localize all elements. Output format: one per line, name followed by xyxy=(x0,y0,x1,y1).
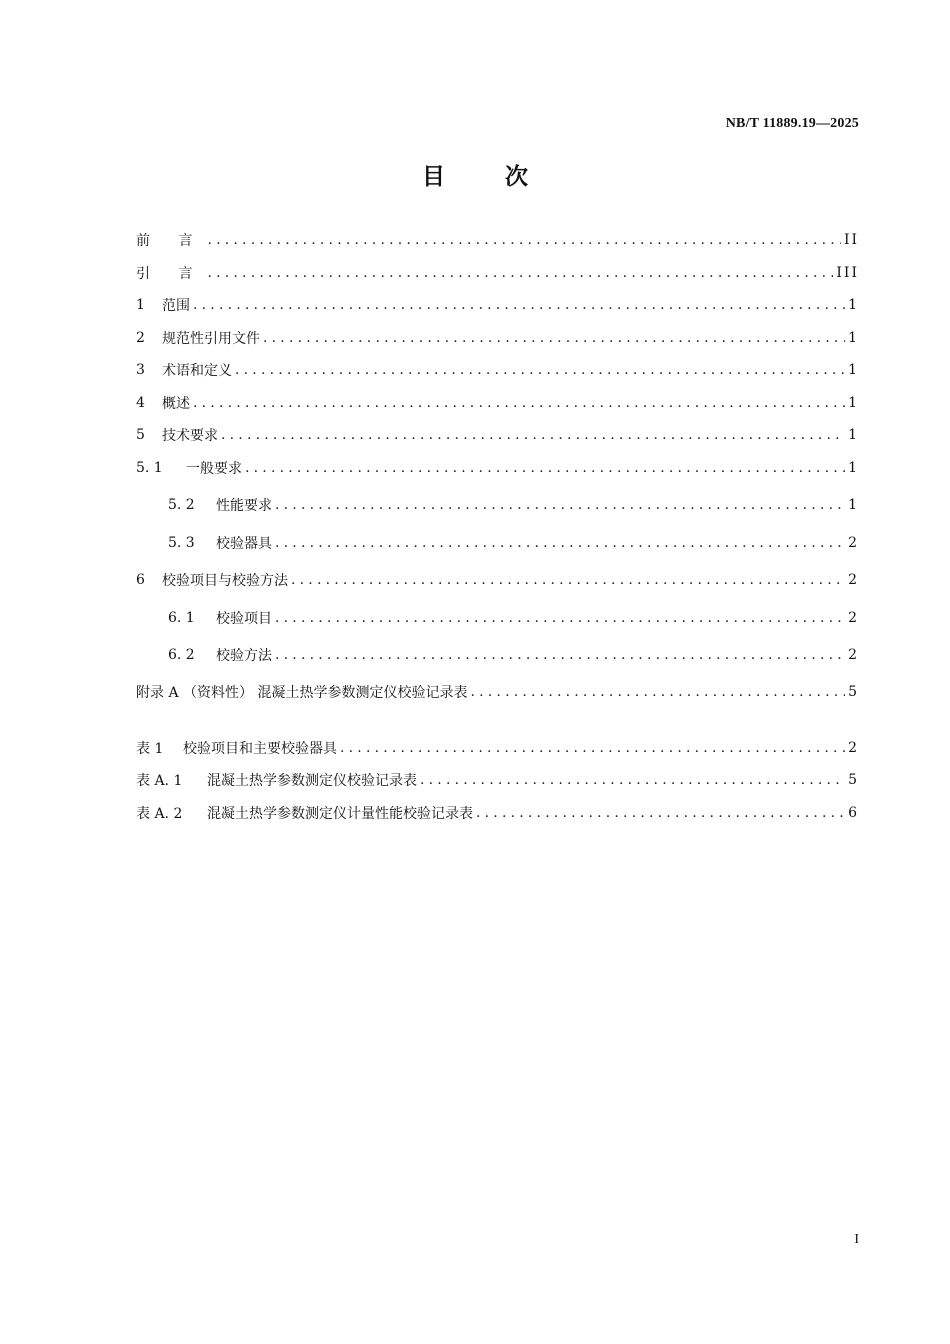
toc-entry-number: 4 xyxy=(136,395,145,411)
toc-entry-number: 5. 2 xyxy=(168,497,195,513)
toc-entry-number: 1 xyxy=(136,297,145,313)
dot-leader xyxy=(420,772,845,788)
toc-entry-label: 术语和定义 xyxy=(162,363,232,379)
toc-entry-label: 校验方法 xyxy=(216,648,272,664)
toc-table-entry-a2[interactable] xyxy=(136,802,859,824)
toc-entry-calibration-methods[interactable] xyxy=(168,644,859,666)
dot-leader xyxy=(476,805,845,821)
dot-leader xyxy=(275,647,845,663)
toc-entry-performance-requirements[interactable] xyxy=(168,494,859,516)
dot-leader xyxy=(193,297,845,313)
toc-table-number: 表 A. 1 xyxy=(136,773,183,789)
toc-entry-label: 校验器具 xyxy=(216,536,272,552)
toc-entry-number: 2 xyxy=(136,330,145,346)
toc-entry-label: 校验项目 xyxy=(216,611,272,627)
toc-entry-calibration-items-methods[interactable] xyxy=(136,569,859,591)
toc-entry-page: 1 xyxy=(848,497,859,513)
toc-entry-number: 6. 2 xyxy=(168,647,195,663)
dot-leader xyxy=(340,740,845,756)
toc-entry-page: 2 xyxy=(848,572,859,588)
toc-entry-appendix-a[interactable] xyxy=(136,681,859,703)
toc-entry-label: 规范性引用文件 xyxy=(162,331,260,347)
toc-entry-page: 2 xyxy=(848,610,859,626)
dot-leader xyxy=(263,330,845,346)
toc-entry-page: 1 xyxy=(848,297,859,313)
dot-leader xyxy=(207,265,833,281)
toc-entry-number: 5. 3 xyxy=(168,535,195,551)
toc-entry-label: 概述 xyxy=(162,396,190,412)
dot-leader xyxy=(470,684,845,700)
dot-leader xyxy=(221,427,845,443)
standard-code: NB/T 11889.19—2025 xyxy=(725,116,859,131)
toc-table-page: 2 xyxy=(848,740,859,756)
toc-entry-introduction[interactable] xyxy=(136,262,859,284)
dot-leader xyxy=(275,610,845,626)
toc-entry-overview[interactable] xyxy=(136,392,859,414)
toc-title: 目 次 xyxy=(421,164,554,190)
page-number: I xyxy=(854,1232,859,1247)
dot-leader xyxy=(275,535,845,551)
toc-entry-label: 附录 A （资料性） 混凝土热学参数测定仪校验记录表 xyxy=(136,685,468,701)
toc-table-label: 混凝土热学参数测定仪校验记录表 xyxy=(207,773,417,789)
toc-entry-page: 1 xyxy=(848,330,859,346)
toc-entry-page: 1 xyxy=(848,427,859,443)
dot-leader xyxy=(193,395,845,411)
toc-entry-label: 校验项目与校验方法 xyxy=(162,573,288,589)
toc-table-page: 5 xyxy=(848,772,859,788)
toc-entry-number: 6. 1 xyxy=(168,610,195,626)
toc-table-label: 混凝土热学参数测定仪计量性能校验记录表 xyxy=(207,806,473,822)
toc-entry-foreword[interactable] xyxy=(136,229,859,251)
toc-table-number: 表 A. 2 xyxy=(136,806,183,822)
dot-leader xyxy=(207,232,840,248)
toc-entry-page: 1 xyxy=(848,460,859,476)
toc-entry-number: 6 xyxy=(136,572,145,588)
toc-entry-label: 引 言 xyxy=(136,266,205,282)
toc-entry-calibration-instruments[interactable] xyxy=(168,532,859,554)
dot-leader xyxy=(245,460,845,476)
toc-entry-page: III xyxy=(836,265,859,281)
toc-entry-label: 前 言 xyxy=(136,233,205,249)
toc-entry-page: II xyxy=(843,232,859,248)
toc-entry-normative-references[interactable] xyxy=(136,327,859,349)
toc-table-page: 6 xyxy=(848,805,859,821)
dot-leader xyxy=(291,572,845,588)
toc-table-entry-a1[interactable] xyxy=(136,769,859,791)
toc-table-label: 校验项目和主要校验器具 xyxy=(183,741,337,757)
toc-entry-technical-requirements[interactable] xyxy=(136,424,859,446)
toc-entry-page: 1 xyxy=(848,395,859,411)
dot-leader xyxy=(275,497,845,513)
toc-entry-label: 范围 xyxy=(162,298,190,314)
toc-entry-number: 5 xyxy=(136,427,145,443)
toc-entry-label: 性能要求 xyxy=(216,498,272,514)
toc-entry-number: 3 xyxy=(136,362,145,378)
toc-entry-terms[interactable] xyxy=(136,359,859,381)
toc-entry-label: 技术要求 xyxy=(162,428,218,444)
toc-entry-label: 一般要求 xyxy=(186,461,242,477)
toc-entry-calibration-items[interactable] xyxy=(168,607,859,629)
toc-table-entry-1[interactable] xyxy=(136,737,859,759)
toc-entry-scope[interactable] xyxy=(136,294,859,316)
toc-entry-page: 2 xyxy=(848,535,859,551)
toc-entry-page: 5 xyxy=(848,684,859,700)
toc-entry-page: 2 xyxy=(848,647,859,663)
toc-entry-number: 5. 1 xyxy=(136,460,163,476)
toc-table-number: 表 1 xyxy=(136,741,164,757)
toc-entry-general-requirements[interactable] xyxy=(136,457,859,479)
toc-entry-page: 1 xyxy=(848,362,859,378)
dot-leader xyxy=(235,362,845,378)
